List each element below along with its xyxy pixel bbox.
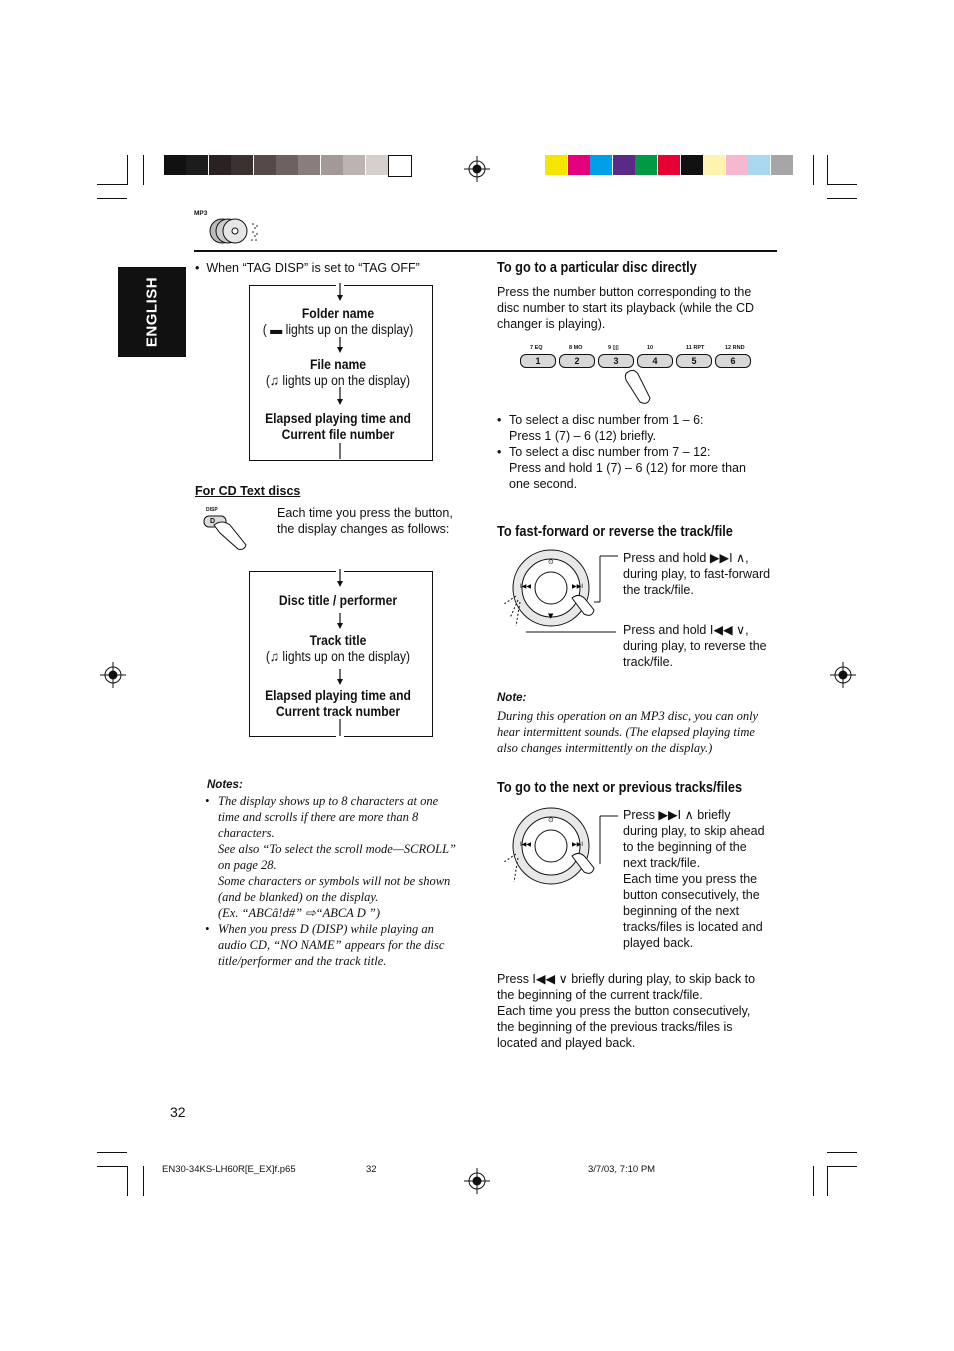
cd-text-description: Each time you press the button, the display changes as follows:	[277, 506, 453, 536]
footer-page: 32	[366, 1164, 377, 1175]
color-swatch	[635, 155, 657, 175]
color-swatch	[681, 155, 703, 175]
color-swatch	[545, 155, 567, 175]
footer-file: EN30-34KS-LH60R[E_EX]f.p65	[162, 1164, 296, 1175]
side-tab-english	[118, 267, 186, 357]
d-label: D	[210, 518, 216, 525]
number-button-label: 10	[647, 345, 654, 351]
gray-swatch	[254, 155, 276, 175]
note-item-2: • When you press D (DISP) while playing an audio CD, “NO NAME” appears for the disc title/performer and the track title.	[205, 922, 445, 968]
disc-heading: To go to a particular disc directly	[497, 260, 697, 276]
svg-text:▼: ▼	[548, 612, 554, 620]
control-dial-skip-icon	[496, 806, 622, 888]
color-swatch	[726, 155, 748, 175]
footer-date: 3/7/03, 7:10 PM	[588, 1164, 656, 1175]
gray-swatch	[209, 155, 231, 175]
prev-instructions: Press I◀◀ ∨ briefly during play, to skip back to the beginning of the current track/file. Each time you press the button consecutively, the beginning of the previous tracks/files is located and played back.	[497, 972, 756, 1050]
disc-description: Press the number button corresponding to the disc number to start its playback (while the CD changer is playing).	[497, 285, 755, 331]
tag-disp-bullet: • When “TAG DISP” is set to “TAG OFF”	[195, 261, 420, 275]
number-button-2[interactable]: 2	[559, 354, 595, 368]
flow2-disc-title: Disc title / performer	[278, 593, 398, 608]
gray-swatch	[164, 155, 186, 175]
registration-mark-top	[464, 156, 490, 182]
mp3-label: MP3	[194, 210, 208, 217]
color-swatch	[703, 155, 725, 175]
header-rule	[194, 250, 777, 252]
disp-button-icon[interactable]	[200, 505, 250, 553]
number-button-label: 12 RND	[725, 345, 745, 351]
color-swatch	[613, 155, 635, 175]
number-button-5[interactable]: 5	[676, 354, 712, 368]
gray-swatch	[186, 155, 208, 175]
notes-title: Notes:	[207, 779, 243, 791]
number-button-3[interactable]: 3	[598, 354, 634, 368]
color-swatch	[658, 155, 680, 175]
finger-pointer-icon	[620, 368, 660, 408]
color-swatch	[748, 155, 770, 175]
flow1-elapsed-time: Elapsed playing time and Current file number	[265, 411, 411, 442]
registration-mark-left	[100, 662, 126, 688]
svg-text:I◀◀: I◀◀	[520, 583, 531, 590]
svg-text:▶▶I: ▶▶I	[572, 841, 583, 848]
disp-label: DISP	[206, 507, 218, 513]
mp3-disc-icon	[194, 210, 264, 246]
number-button-label: 7 EQ	[530, 345, 543, 351]
number-button-label: 8 MO	[569, 345, 583, 351]
ff-instructions: Press and hold ▶▶I ∧, during play, to fast-forward the track/file.	[623, 551, 771, 597]
gray-swatch	[276, 155, 298, 175]
gray-swatch	[321, 155, 343, 175]
side-tab-label: ENGLISH	[143, 276, 161, 348]
flow1-folder-name: Folder name ( ▬ lights up on the display)	[262, 306, 414, 337]
number-button-6[interactable]: 6	[715, 354, 751, 368]
ff-heading: To fast-forward or reverse the track/file	[497, 524, 733, 540]
gray-swatch	[388, 155, 412, 177]
color-swatch	[590, 155, 612, 175]
rew-instructions: Press and hold I◀◀ ∨, during play, to reverse the track/file.	[623, 623, 767, 669]
flow1-file-name: File name (♫ lights up on the display)	[265, 357, 411, 388]
svg-text:⊙: ⊙	[548, 558, 554, 566]
gray-swatch	[343, 155, 365, 175]
svg-text:▶▶I: ▶▶I	[572, 583, 583, 590]
note-title: Note:	[497, 692, 527, 704]
next-heading: To go to the next or previous tracks/files	[497, 780, 743, 796]
registration-mark-bottom	[464, 1168, 490, 1194]
gray-swatch	[231, 155, 253, 175]
note-text: During this operation on an MP3 disc, you can only hear intermittent sounds. (The elapsed playing time also changes intermittently on the display.)	[497, 709, 759, 755]
flow2-track-title: Track title (♫ lights up on the display)	[265, 633, 411, 664]
flow2-elapsed-time: Elapsed playing time and Current track number	[265, 688, 411, 719]
number-button-label: 9 ▯▯	[608, 345, 619, 351]
color-swatch	[771, 155, 793, 175]
number-button-1[interactable]: 1	[520, 354, 556, 368]
gray-swatch	[298, 155, 320, 175]
svg-text:⊙: ⊙	[548, 816, 554, 824]
disc-bullets: • To select a disc number from 1 – 6: Press 1 (7) – 6 (12) briefly. • To select a disc number from 7 – 12: Press and hold 1 (7) – 6 (12) for more than one second.	[497, 413, 746, 491]
next-instructions: Press ▶▶I ∧ briefly during play, to skip ahead to the beginning of the next track/file. Each time you press the button consecutively, the beginning of the next tracks/files is located and played back.	[623, 808, 765, 950]
color-swatch	[568, 155, 590, 175]
number-button-4[interactable]: 4	[637, 354, 673, 368]
notes-list	[205, 793, 475, 969]
number-button-label: 11 RPT	[686, 345, 705, 351]
gray-swatch	[366, 155, 388, 175]
control-dial-ff-icon	[496, 548, 622, 638]
note-item-1: • The display shows up to 8 characters at one time and scrolls if there are more than 8 characters. See also “To select the scroll mode—SCROLL” on page 28. Some characters or symbols will not be shown (and be blanked) on the display. (Ex. “ABCâ!d#” ⇨“ABCA D ”)	[205, 794, 456, 920]
registration-mark-right	[830, 662, 856, 688]
cd-text-heading: For CD Text discs	[195, 484, 301, 498]
svg-text:I◀◀: I◀◀	[520, 841, 531, 848]
page-number: 32	[170, 1104, 186, 1120]
